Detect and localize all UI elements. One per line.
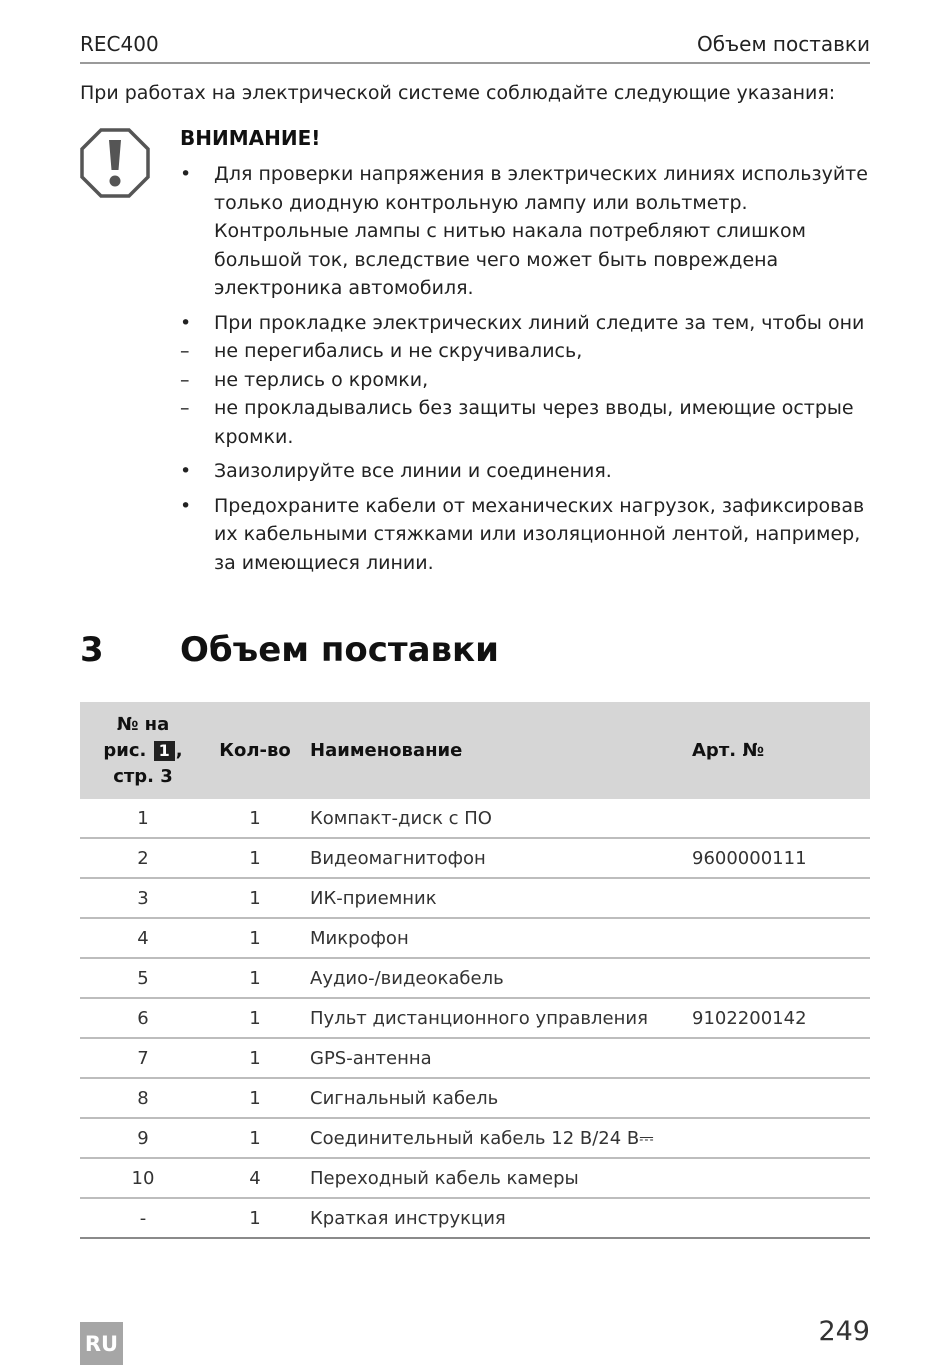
cell-article bbox=[687, 1198, 870, 1238]
table-row bbox=[80, 1158, 870, 1198]
warning-subitem-text: не перегибались и не скручивались, bbox=[214, 340, 583, 362]
section-title: Объем поставки bbox=[180, 630, 499, 670]
cell-quantity: 1 bbox=[206, 1118, 304, 1158]
cell-figure-number: 6 bbox=[80, 998, 206, 1038]
supply-table bbox=[80, 702, 870, 1239]
cell-quantity: 4 bbox=[206, 1158, 304, 1198]
cell-quantity: 1 bbox=[206, 998, 304, 1038]
table-row bbox=[80, 878, 870, 918]
cell-article bbox=[687, 1038, 870, 1078]
cell-quantity: 1 bbox=[206, 1038, 304, 1078]
warning-item bbox=[180, 492, 870, 578]
header-model: REC400 bbox=[80, 32, 159, 56]
dash-icon: – bbox=[180, 340, 190, 362]
cell-quantity: 1 bbox=[206, 958, 304, 998]
warning-item bbox=[180, 309, 870, 452]
cell-name: Переходный кабель камеры bbox=[304, 1158, 687, 1198]
header-figure-number bbox=[80, 702, 206, 799]
table-row bbox=[80, 799, 870, 838]
cell-name: Пульт дистанционного управления bbox=[304, 998, 687, 1038]
cell-quantity: 1 bbox=[206, 878, 304, 918]
cell-figure-number: 1 bbox=[80, 799, 206, 838]
table-row bbox=[80, 958, 870, 998]
cell-figure-number: 5 bbox=[80, 958, 206, 998]
cell-figure-number: 10 bbox=[80, 1158, 206, 1198]
cell-quantity: 1 bbox=[206, 918, 304, 958]
cell-article bbox=[687, 958, 870, 998]
cell-name: Микрофон bbox=[304, 918, 687, 958]
warning-list bbox=[180, 160, 870, 583]
header-name: Наименование bbox=[310, 740, 463, 761]
table-row bbox=[80, 1198, 870, 1238]
table-header-row bbox=[80, 702, 870, 799]
header-num-line3: стр. 3 bbox=[113, 765, 173, 787]
cell-name: Видеомагнитофон bbox=[304, 838, 687, 878]
section-number: 3 bbox=[80, 630, 104, 670]
table-row bbox=[80, 1038, 870, 1078]
dash-icon: – bbox=[180, 397, 190, 419]
cell-article: 9102200142 bbox=[687, 998, 870, 1038]
bullet-icon: • bbox=[180, 163, 192, 185]
warning-item-text: Заизолируйте все линии и соединения. bbox=[214, 460, 612, 482]
cell-article: 9600000111 bbox=[687, 838, 870, 878]
table-row bbox=[80, 918, 870, 958]
warning-subitem bbox=[180, 366, 870, 395]
cell-name: GPS-антенна bbox=[304, 1038, 687, 1078]
bullet-icon: • bbox=[180, 460, 192, 482]
cell-figure-number: - bbox=[80, 1198, 206, 1238]
figure-ref-badge: 1 bbox=[154, 741, 175, 761]
cell-name: Краткая инструкция bbox=[304, 1198, 687, 1238]
dash-icon: – bbox=[180, 368, 190, 391]
cell-figure-number: 4 bbox=[80, 918, 206, 958]
cell-quantity: 1 bbox=[206, 799, 304, 838]
cell-article bbox=[687, 1078, 870, 1118]
language-badge: RU bbox=[80, 1322, 123, 1365]
cell-quantity: 1 bbox=[206, 1198, 304, 1238]
cell-figure-number: 2 bbox=[80, 838, 206, 878]
cell-article bbox=[687, 878, 870, 918]
warning-item-text: Предохраните кабели от механических нагрузок, зафиксировав их кабельными стяжками или изоляционной лентой, например, за имеющиеся линии. bbox=[214, 494, 865, 574]
warning-item bbox=[180, 457, 870, 486]
table-body bbox=[80, 799, 870, 1238]
intro-text: При работах на электрической системе соблюдайте следующие указания: bbox=[80, 82, 836, 104]
header-num-line1: № на bbox=[116, 713, 170, 735]
header-divider bbox=[80, 62, 870, 64]
header-num-line2: рис. bbox=[103, 739, 147, 761]
warning-subitem-text: не прокладывались без защиты через вводы, имеющие острые кромки. bbox=[214, 397, 854, 448]
warning-subitem bbox=[180, 394, 870, 451]
cell-article bbox=[687, 918, 870, 958]
bullet-icon: • bbox=[180, 494, 192, 517]
header-quantity: Кол-во bbox=[219, 740, 291, 761]
cell-figure-number: 7 bbox=[80, 1038, 206, 1078]
table-row bbox=[80, 1118, 870, 1158]
warning-item bbox=[180, 160, 870, 303]
cell-figure-number: 9 bbox=[80, 1118, 206, 1158]
table-row bbox=[80, 838, 870, 878]
cell-figure-number: 3 bbox=[80, 878, 206, 918]
cell-name: ИК-приемник bbox=[304, 878, 687, 918]
page-number: 249 bbox=[818, 1316, 870, 1347]
cell-figure-number: 8 bbox=[80, 1078, 206, 1118]
cell-name: Аудио-/видеокабель bbox=[304, 958, 687, 998]
cell-name: Соединительный кабель 12 В/24 В⎓ bbox=[304, 1118, 687, 1158]
cell-article bbox=[687, 1158, 870, 1198]
warning-subitem-text: не терлись о кромки, bbox=[214, 368, 429, 391]
bullet-icon: • bbox=[180, 311, 192, 334]
warning-subitem bbox=[180, 337, 870, 366]
warning-item-text: Для проверки напряжения в электрических линиях используйте только диодную контрольную лампу или вольтметр. Контрольные лампы с нитью накала потребляют слишком большой ток, вследствие чего может быть повреждена электроника автомобиля. bbox=[214, 163, 868, 299]
cell-quantity: 1 bbox=[206, 1078, 304, 1118]
cell-name: Сигнальный кабель bbox=[304, 1078, 687, 1118]
header-num-comma: , bbox=[175, 739, 183, 761]
warning-sublist bbox=[180, 337, 870, 451]
warning-octagon-icon bbox=[80, 128, 150, 198]
header-section-title: Объем поставки bbox=[696, 32, 870, 56]
cell-quantity: 1 bbox=[206, 838, 304, 878]
table-row bbox=[80, 1078, 870, 1118]
header-article: Арт. № bbox=[692, 740, 765, 761]
cell-name: Компакт-диск с ПО bbox=[304, 799, 687, 838]
cell-article bbox=[687, 1118, 870, 1158]
warning-title: ВНИМАНИЕ! bbox=[180, 126, 321, 150]
cell-article bbox=[687, 799, 870, 838]
table-row bbox=[80, 998, 870, 1038]
warning-item-text: При прокладке электрических линий следите за тем, чтобы они bbox=[214, 311, 865, 334]
